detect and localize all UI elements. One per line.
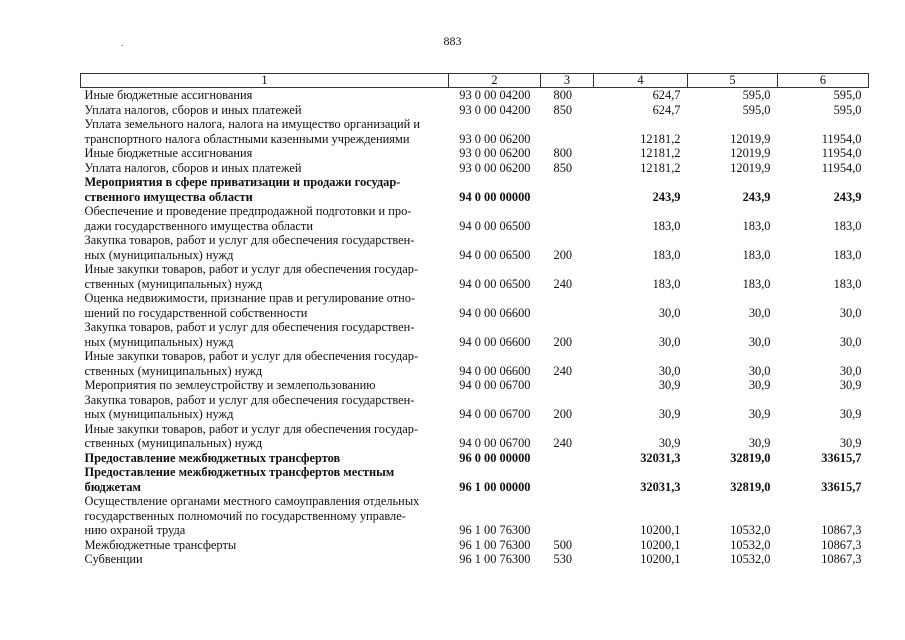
row-expense-type: 800	[553, 146, 573, 160]
row-value-col5: 30,0	[748, 305, 771, 320]
row-name: Оценка недвижимости, признание прав и регулирование отно- шений по государственной собственности	[84, 291, 416, 320]
row-name: Уплата земельного налога, налога на имущество организаций и транспортного налога областными казенными учреждениями	[84, 117, 420, 146]
table-row	[81, 291, 869, 320]
row-expense-type: 240	[553, 436, 573, 450]
row-value-col4: 30,0	[658, 363, 681, 378]
table-row	[81, 103, 869, 118]
row-value-col6: 595,0	[833, 102, 862, 117]
row-value-col6: 30,9	[839, 378, 862, 392]
table-row	[81, 494, 869, 538]
row-value-col6: 595,0	[833, 88, 862, 102]
row-value-col6: 183,0	[833, 247, 862, 262]
row-value-col5: 183,0	[742, 247, 771, 262]
row-code: 93 0 00 04200	[459, 102, 531, 117]
row-value-col5: 30,9	[748, 436, 771, 450]
table-row	[81, 465, 869, 494]
row-code: 94 0 00 06500	[459, 276, 531, 291]
row-value-col4: 624,7	[652, 88, 681, 102]
row-name: Закупка товаров, работ и услуг для обеспечения государствен- ных (муниципальных) нужд	[84, 233, 415, 262]
row-expense-type: 240	[553, 276, 573, 291]
row-name: Уплата налогов, сборов и иных платежей	[84, 160, 302, 175]
row-code: 96 1 00 76300	[459, 552, 531, 566]
row-name: Иные закупки товаров, работ и услуг для обеспечения государ- ственных (муниципальных) нужд	[84, 349, 419, 378]
header-col-3: 3	[541, 74, 594, 88]
row-expense-type: 800	[553, 88, 573, 102]
row-value-col5: 243,9	[742, 189, 771, 204]
table-row	[81, 320, 869, 349]
row-value-col4: 32031,3	[640, 479, 681, 494]
page-number: 883	[443, 34, 462, 48]
row-value-col5: 10532,0	[730, 523, 771, 537]
row-value-col6: 11954,0	[821, 131, 862, 146]
header-col-4: 4	[594, 74, 688, 88]
row-name: Иные закупки товаров, работ и услуг для обеспечения государ- ственных (муниципальных) нужд	[84, 421, 419, 450]
table-row	[81, 88, 869, 103]
row-expense-type: 200	[553, 407, 573, 421]
row-value-col4: 12181,2	[640, 131, 681, 146]
table-row	[81, 552, 869, 567]
row-value-col4: 30,9	[658, 407, 681, 421]
table-row	[81, 175, 869, 204]
row-expense-type	[541, 451, 594, 466]
header-col-6: 6	[778, 74, 869, 88]
table-row	[81, 538, 869, 553]
row-name: Обеспечение и проведение предпродажной подготовки и про- дажи государственного имущества области	[84, 204, 412, 233]
row-value-col5: 595,0	[742, 102, 771, 117]
row-value-col5: 12019,9	[730, 131, 771, 146]
row-code: 93 0 00 06200	[459, 146, 531, 160]
row-code: 94 0 00 06600	[459, 305, 531, 320]
row-value-col6: 183,0	[833, 218, 862, 233]
row-value-col5: 595,0	[742, 88, 771, 102]
row-value-col5: 183,0	[742, 218, 771, 233]
row-value-col6: 30,0	[839, 363, 862, 378]
row-code: 94 0 00 06700	[459, 378, 531, 392]
row-value-col5: 30,0	[748, 334, 771, 349]
table-row	[81, 204, 869, 233]
scan-speck: .	[121, 38, 124, 49]
row-code: 94 0 00 06600	[459, 334, 531, 349]
row-expense-type	[541, 378, 594, 393]
row-expense-type	[541, 291, 594, 320]
row-name: Предоставление межбюджетных трансфертов местным бюджетам	[84, 465, 395, 494]
row-name: Закупка товаров, работ и услуг для обеспечения государствен- ных (муниципальных) нужд	[84, 320, 415, 349]
table-row	[81, 117, 869, 146]
row-value-col5: 30,9	[748, 407, 771, 421]
row-code: 96 0 00 00000	[459, 450, 531, 465]
row-value-col4: 12181,2	[640, 146, 681, 160]
row-value-col6: 30,0	[839, 334, 862, 349]
header-col-5: 5	[688, 74, 778, 88]
row-name: Иные бюджетные ассигнования	[84, 88, 253, 102]
row-value-col4: 183,0	[652, 276, 681, 291]
table-row	[81, 378, 869, 393]
row-name: Закупка товаров, работ и услуг для обеспечения государствен- ных (муниципальных) нужд	[84, 392, 415, 421]
row-value-col5: 12019,9	[730, 146, 771, 160]
row-expense-type	[541, 465, 594, 494]
row-value-col6: 10867,3	[821, 552, 862, 566]
table-row	[81, 349, 869, 378]
row-value-col4: 30,9	[658, 378, 681, 392]
row-expense-type: 850	[553, 102, 573, 117]
table-row	[81, 422, 869, 451]
row-expense-type	[541, 117, 594, 146]
row-value-col5: 30,9	[748, 378, 771, 392]
row-name: Осуществление органами местного самоуправления отдельных государственных полномочий по государственному управле- нию охраной труда	[84, 494, 420, 537]
row-code: 94 0 00 06700	[459, 436, 531, 450]
row-value-col4: 624,7	[652, 102, 681, 117]
row-value-col4: 10200,1	[640, 523, 681, 537]
row-expense-type: 500	[553, 537, 573, 552]
row-code: 94 0 00 06500	[459, 247, 531, 262]
row-value-col4: 30,9	[658, 436, 681, 450]
row-expense-type	[541, 494, 594, 538]
row-value-col6: 30,0	[839, 305, 862, 320]
row-code: 93 0 00 06200	[459, 160, 531, 175]
row-expense-type: 200	[553, 334, 573, 349]
row-value-col5: 30,0	[748, 363, 771, 378]
row-value-col6: 183,0	[833, 276, 862, 291]
row-value-col5: 12019,9	[730, 160, 771, 175]
row-value-col6: 11954,0	[821, 160, 862, 175]
row-expense-type	[541, 204, 594, 233]
row-name: Межбюджетные трансферты	[84, 537, 237, 552]
row-code: 94 0 00 00000	[459, 189, 531, 204]
table-row	[81, 146, 869, 161]
table-row	[81, 393, 869, 422]
row-expense-type	[541, 175, 594, 204]
row-expense-type: 240	[553, 363, 573, 378]
row-value-col6: 11954,0	[821, 146, 862, 160]
table-row	[81, 233, 869, 262]
row-code: 94 0 00 06600	[459, 363, 531, 378]
row-value-col6: 243,9	[833, 189, 862, 204]
row-name: Мероприятия по землеустройству и землепользованию	[84, 378, 376, 392]
row-code: 96 1 00 00000	[459, 479, 531, 494]
header-col-1: 1	[81, 74, 449, 88]
row-name: Мероприятия в сфере приватизации и продажи государ- ственного имущества области	[84, 175, 401, 204]
row-value-col6: 10867,3	[821, 523, 862, 537]
row-code: 96 1 00 76300	[459, 523, 531, 537]
row-code: 96 1 00 76300	[459, 537, 531, 552]
row-value-col4: 12181,2	[640, 160, 681, 175]
row-value-col5: 32819,0	[730, 479, 771, 494]
row-expense-type: 850	[553, 160, 573, 175]
row-name: Субвенции	[84, 552, 143, 566]
row-value-col4: 32031,3	[640, 450, 681, 465]
row-value-col5: 10532,0	[730, 552, 771, 566]
row-code: 94 0 00 06500	[459, 218, 531, 233]
row-value-col6: 30,9	[839, 436, 862, 450]
row-value-col4: 30,0	[658, 305, 681, 320]
row-expense-type: 200	[553, 247, 573, 262]
row-code: 93 0 00 04200	[459, 88, 531, 102]
row-code: 94 0 00 06700	[459, 407, 531, 421]
header-col-2: 2	[449, 74, 541, 88]
table-row	[81, 262, 869, 291]
row-value-col4: 183,0	[652, 218, 681, 233]
row-code: 93 0 00 06200	[459, 131, 531, 146]
row-name: Иные закупки товаров, работ и услуг для обеспечения государ- ственных (муниципальных) нужд	[84, 262, 419, 291]
row-name: Уплата налогов, сборов и иных платежей	[84, 102, 302, 117]
row-value-col4: 30,0	[658, 334, 681, 349]
table-row	[81, 161, 869, 176]
row-value-col6: 10867,3	[821, 537, 862, 552]
row-value-col4: 10200,1	[640, 552, 681, 566]
row-value-col4: 10200,1	[640, 537, 681, 552]
row-value-col4: 183,0	[652, 247, 681, 262]
row-value-col5: 32819,0	[730, 450, 771, 465]
row-value-col5: 10532,0	[730, 537, 771, 552]
row-expense-type: 530	[553, 552, 573, 566]
row-value-col6: 30,9	[839, 407, 862, 421]
row-value-col6: 33615,7	[821, 479, 862, 494]
row-value-col5: 183,0	[742, 276, 771, 291]
header-row	[81, 74, 869, 88]
table-row	[81, 451, 869, 466]
row-name: Предоставление межбюджетных трансфертов	[84, 450, 341, 465]
row-value-col6: 33615,7	[821, 450, 862, 465]
budget-table	[80, 73, 869, 567]
row-name: Иные бюджетные ассигнования	[84, 146, 253, 160]
row-value-col4: 243,9	[652, 189, 681, 204]
